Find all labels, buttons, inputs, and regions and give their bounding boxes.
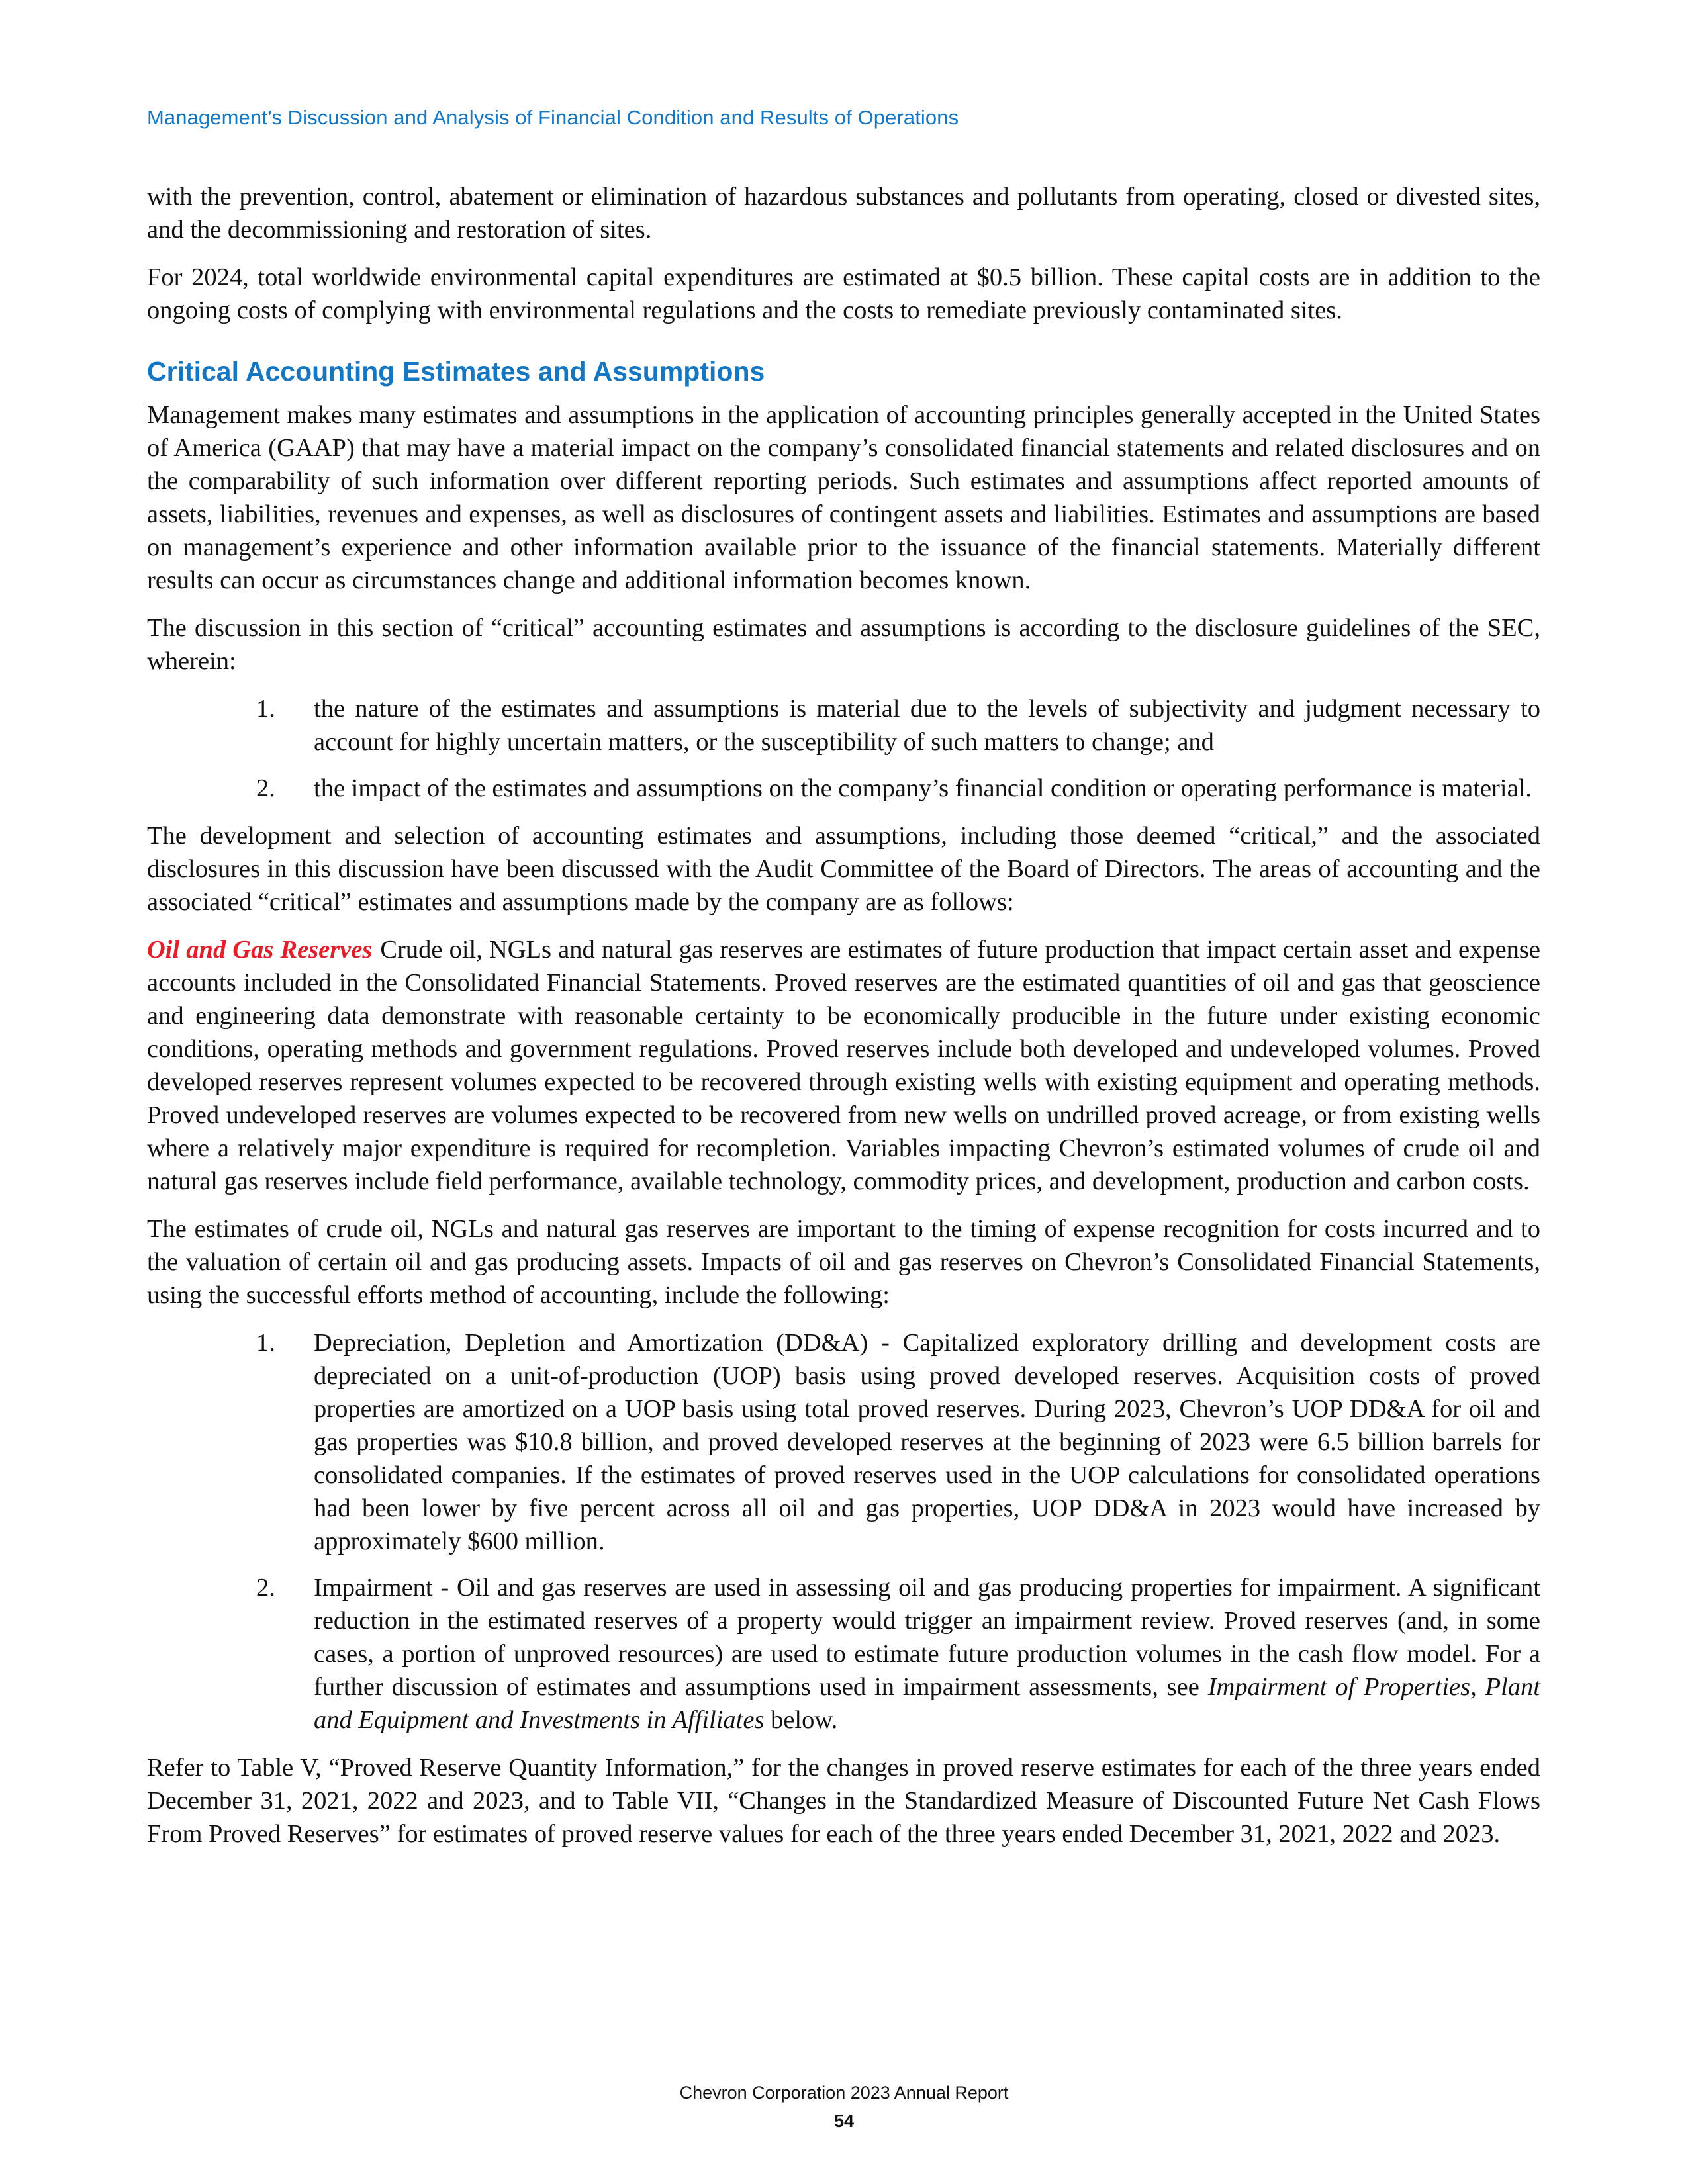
list-number: 1. (256, 695, 275, 723)
criteria-list (147, 692, 1540, 805)
paragraph-management-estimates: Management makes many estimates and assumptions in the application of accounting principles generally accepted in the United States of America (GAAP) that may have a material impact on the company’s consolidated financial statements and related disclosures and on the comparability of such information over different reporting periods. Such estimates and assumptions affect reported amounts of assets, liabilities, revenues and expenses, as well as disclosures of contingent assets and liabilities. Estimates and assumptions are based on management’s experience and other information available prior to the issuance of the financial statements. Materially different results can occur as circumstances change and additional information becomes known. (147, 401, 1540, 594)
list-text: Depreciation, Depletion and Amortization (DD&A) - Capitalized exploratory drilling and development costs are depreciated on a unit-of-production (UOP) basis using proved developed reserves. Acquisition costs of proved properties are amortized on a UOP basis using total proved reserves. During 2023, Chevron’s UOP DD&A for oil and gas properties was $10.8 billion, and proved developed reserves at the beginning of 2023 were 6.5 billion barrels for consolidated companies. If the estimates of proved reserves used in the UOP calculations for consolidated operations had been lower by five percent across all oil and gas properties, UOP DD&A in 2023 would have increased by approximately $600 million. (314, 1329, 1540, 1555)
impairment-reference: Impairment of Properties, Plant and Equipment and Investments in Affiliates (314, 1673, 1541, 1734)
list-text: the impact of the estimates and assumptions on the company’s financial condition or operating performance is material. (314, 774, 1532, 802)
page-number: 54 (833, 2111, 855, 2131)
paragraph-reserve-impacts: The estimates of crude oil, NGLs and natural gas reserves are important to the timing of expense recognition for costs incurred and to the valuation of certain oil and gas producing assets. Impacts of oil and gas reserves on Chevron’s Consolidated Financial Statements, using the successful efforts method of accounting, include the following: (147, 1215, 1540, 1309)
list-item (147, 692, 1540, 758)
oil-gas-reserves-text: Crude oil, NGLs and natural gas reserves are estimates of future production that impact certain asset and expense accounts included in the Consolidated Financial Statements. Proved reserves are the estimated quantities of oil and gas that geoscience and engineering data demonstrate with reasonable certainty to be economically producible in the future under existing economic conditions, operating methods and government regulations. Proved reserves include both developed and undeveloped volumes. Proved developed reserves represent volumes expected to be recovered through existing wells with existing equipment and operating methods. Proved undeveloped reserves are volumes expected to be recovered from new wells on undrilled proved acreage, or from existing wells where a relatively major expenditure is required for recompletion. Variables impacting Chevron’s estimated volumes of crude oil and natural gas reserves include field performance, available technology, commodity prices, and development, production and carbon costs. (147, 936, 1540, 1195)
paragraph-oil-gas-reserves (147, 933, 1540, 1198)
section-heading: Critical Accounting Estimates and Assumptions (147, 356, 765, 387)
paragraph-development: The development and selection of accounting estimates and assumptions, including those deemed “critical,” and the associated disclosures in this discussion have been discussed with the Audit Committee of the Board of Directors. The areas of accounting and the associated “critical” estimates and assumptions made by the company are as follows: (147, 822, 1540, 916)
list-number: 1. (256, 1329, 275, 1357)
page-body (147, 180, 1540, 1865)
footer-report-title: Chevron Corporation 2023 Annual Report (679, 2083, 1009, 2103)
running-header: Management’s Discussion and Analysis of Financial Condition and Results of Operations (147, 106, 959, 129)
list-number: 2. (256, 1574, 275, 1602)
list-item (147, 1571, 1540, 1737)
list-text-end: below. (771, 1706, 838, 1734)
list-text: the nature of the estimates and assumptions is material due to the levels of subjectivity and judgment necessary to account for highly uncertain matters, or the susceptibility of such matters to change; and (314, 695, 1540, 756)
paragraph-2024-capex: For 2024, total worldwide environmental capital expenditures are estimated at $0.5 billion. These capital costs are in addition to the ongoing costs of complying with environmental regulations and the costs to remediate previously contaminated sites. (147, 263, 1540, 324)
paragraph-sec-guidelines: The discussion in this section of “critical” accounting estimates and assumptions is according to the disclosure guidelines of the SEC, wherein: (147, 614, 1540, 675)
paragraph-refer-tables: Refer to Table V, “Proved Reserve Quantity Information,” for the changes in proved reserve estimates for each of the three years ended December 31, 2021, 2022 and 2023, and to Table VII, “Changes in the Standardized Measure of Discounted Future Net Cash Flows From Proved Reserves” for estimates of proved reserve values for each of the three years ended December 31, 2021, 2022 and 2023. (147, 1754, 1540, 1848)
paragraph-intro: with the prevention, control, abatement or elimination of hazardous substances and pollutants from operating, closed or divested sites, and the decommissioning and restoration of sites. (147, 183, 1540, 244)
list-item (147, 1326, 1540, 1558)
list-text: Impairment - Oil and gas reserves are used in assessing oil and gas producing properties for impairment. A significant reduction in the estimated reserves of a property would trigger an impairment review. Proved reserves (and, in some cases, a portion of unproved resources) are used to estimate future production volumes in the cash flow model. For a further discussion of estimates and assumptions used in impairment assessments, see (314, 1574, 1540, 1701)
impacts-list (147, 1326, 1540, 1737)
list-item (147, 772, 1540, 805)
oil-gas-reserves-label: Oil and Gas Reserves (147, 936, 373, 964)
list-number: 2. (256, 774, 275, 802)
